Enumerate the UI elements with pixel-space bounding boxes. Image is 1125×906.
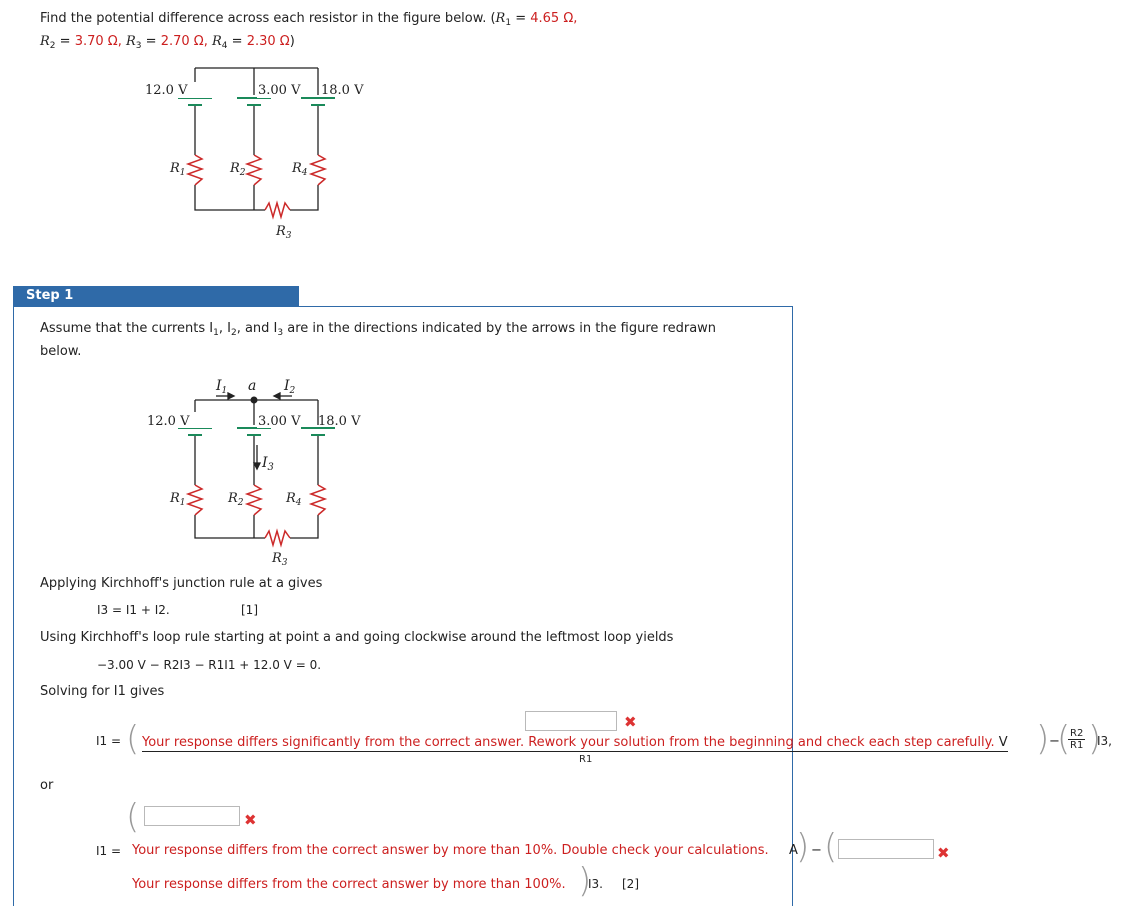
voltage-label-12v: 12.0 V [145, 83, 188, 98]
solving-text: Solving for I1 gives [40, 684, 165, 699]
voltage-label-3v: 3.00 V [258, 83, 301, 98]
voltage-label-18v: 18.0 V [321, 83, 364, 98]
r4-value: 2.30 Ω [246, 34, 290, 49]
incorrect-mark-1: ✖ [624, 713, 637, 731]
problem-statement-line2: $R_2 = 3.70$ Ω, $R_3 = 2.70$ Ω, $R_4 = 2.30$ Ω) [40, 34, 295, 51]
current-label-i2: $I_2$ [284, 378, 296, 396]
resistor-label-r1: $R_1$ [170, 161, 186, 178]
minus-sign-2: − [811, 843, 822, 858]
equation-2: −3.00 V − R2I3 − R1I1 + 12.0 V = 0. [97, 658, 322, 672]
r3-value: 2.70 Ω, [160, 34, 208, 49]
r1-value: 4.65 Ω, [530, 11, 578, 26]
resistor-label-r4: $R_4$ [292, 161, 308, 178]
problem-statement: Find the potential difference across each resistor in the figure below. ($R_1 = 4.65$ Ω, [40, 11, 578, 28]
i3-end: I3. [588, 877, 603, 891]
i3-comma: I3, [1097, 734, 1112, 748]
answer-input-2[interactable] [144, 806, 240, 826]
answer-input-3[interactable] [838, 839, 934, 859]
junction-text: Applying Kirchhoff's junction rule at a gives [40, 576, 323, 591]
i1-equals-label-2: I1 = [96, 844, 122, 858]
resistor-label-r2: $R_2$ [228, 491, 244, 508]
equation-1-tag: [1] [241, 603, 258, 617]
voltage-label-12v: 12.0 V [147, 414, 190, 429]
resistor-label-r2: $R_2$ [230, 161, 246, 178]
feedback-message-2: Your response differs from the correct answer by more than 10%. Double check your calculations. [132, 843, 769, 858]
node-label-a: a [248, 378, 257, 394]
incorrect-mark-2: ✖ [244, 811, 257, 829]
r2-value: 3.70 Ω, [74, 34, 122, 49]
assume-text-line2: below. [40, 344, 82, 359]
assume-text: Assume that the currents $I_1$, $I_2$, and $I_3$ are in the directions indicated by the arrows in the figure redrawn [40, 321, 717, 338]
equation-2-tag: [2] [622, 877, 639, 891]
denominator-r1: R1 [579, 754, 593, 765]
current-label-i3: $I_3$ [262, 455, 274, 473]
resistor-label-r4: $R_4$ [286, 491, 302, 508]
current-label-i1: $I_1$ [216, 378, 228, 396]
minus-sign: − [1049, 734, 1060, 749]
equation-1: I3 = I1 + I2. [97, 603, 170, 617]
answer-input-1[interactable] [525, 711, 617, 731]
incorrect-mark-3: ✖ [937, 844, 950, 862]
feedback-message-3: Your response differs from the correct answer by more than 100%. [132, 877, 566, 892]
resistor-label-r3: $R_3$ [272, 551, 288, 568]
resistor-label-r1: $R_1$ [170, 491, 186, 508]
circuit-diagram-1 [120, 60, 390, 245]
resistor-label-r3: $R_3$ [276, 224, 292, 241]
step-1-header: Step 1 [13, 286, 299, 306]
voltage-label-18v: 18.0 V [318, 414, 361, 429]
voltage-label-3v: 3.00 V [258, 414, 301, 429]
feedback-message-1: Your response differs significantly from the correct answer. Rework your solution from the beginning and check each step carefully. V [142, 735, 1008, 750]
circuit-diagram-2 [120, 370, 390, 570]
unit-a: A [789, 843, 798, 858]
fraction-r2-r1: $\frac{R2}{R1}$ [1070, 728, 1084, 751]
loop-text: Using Kirchhoff's loop rule starting at point a and going clockwise around the leftmost loop yields [40, 630, 674, 645]
or-text: or [40, 778, 54, 793]
i1-equals-label: I1 = [96, 734, 122, 748]
